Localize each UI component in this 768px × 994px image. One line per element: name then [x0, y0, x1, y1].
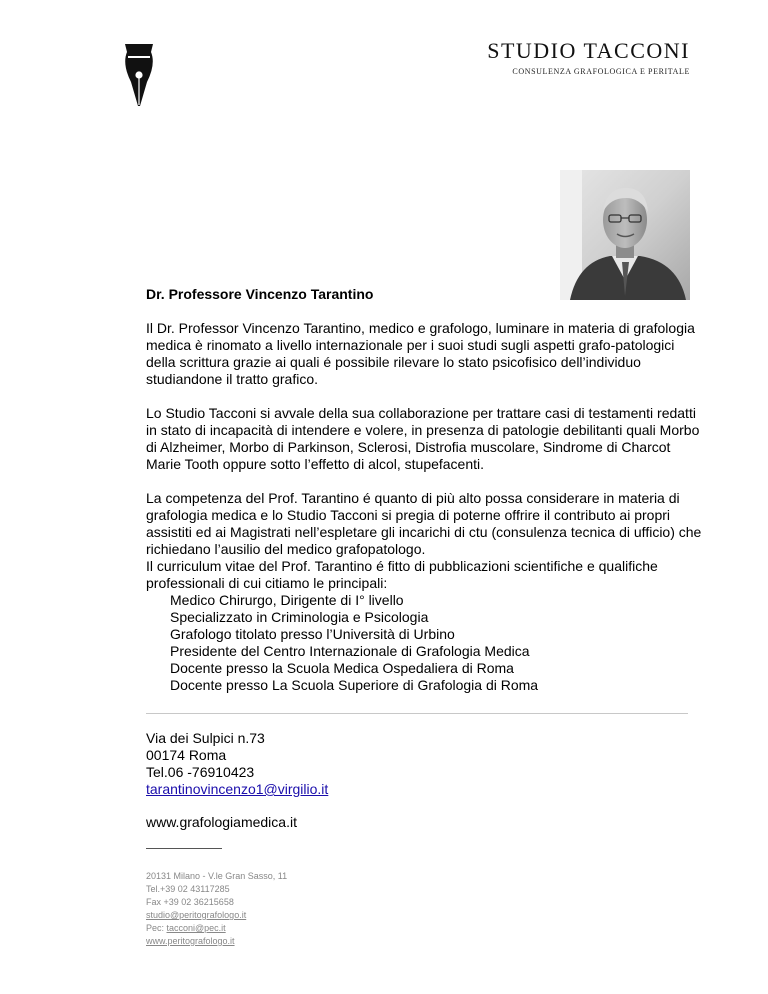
qualification-item: Grafologo titolato presso l’Università di Urbino [170, 626, 455, 642]
footer-web-link[interactable]: www.peritografologo.it [146, 936, 235, 946]
footer [146, 870, 287, 948]
cv-intro: Il curriculum vitae del Prof. Tarantino é fitto di pubblicazioni scientifiche e qualifiche professionali di cui citiamo le principali: [146, 558, 658, 591]
brand-subtitle: CONSULENZA GRAFOLOGICA E PERITALE [512, 67, 690, 76]
contact-address: Via dei Sulpici n.73 [146, 730, 265, 746]
qualification-item: Medico Chirurgo, Dirigente di I° livello [170, 592, 404, 608]
brand-header [487, 38, 690, 76]
qualification-item: Docente presso la Scuola Medica Ospedaliera di Roma [170, 660, 514, 676]
doc-title: Dr. Professore Vincenzo Tarantino [146, 286, 374, 302]
footer-email-link[interactable]: studio@peritografologo.it [146, 910, 247, 920]
divider [146, 713, 688, 714]
website-text: www.grafologiamedica.it [146, 814, 297, 830]
footer-pec-link[interactable]: tacconi@pec.it [166, 923, 226, 933]
footer-rule [146, 848, 222, 849]
portrait-photo [560, 170, 690, 300]
fountain-pen-nib-icon [122, 42, 156, 108]
footer-fax: Fax +39 02 36215658 [146, 897, 234, 907]
qualification-item: Specializzato in Criminologia e Psicologia [170, 609, 429, 625]
contact-city: 00174 Roma [146, 747, 227, 763]
footer-phone: Tel.+39 02 43117285 [146, 884, 230, 894]
paragraph-intro: Il Dr. Professor Vincenzo Tarantino, medico e grafologo, luminare in materia di grafologia medica è rinomato a livello internazionale per i suoi studi sugli aspetti grafo-patologici della scrittura grazie ai quali é possibile rilevare lo stato psicofisico dell’individuo studiandone il tratto grafico. [146, 320, 695, 387]
paragraph-competence: La competenza del Prof. Tarantino é quanto di più alto possa considerare in materia di grafologia medica e lo Studio Tacconi si pregia di poterne offrire il contributo ai propri assistiti ed ai Magistrati nell’espletare gli incarichi di ctu (consulenza tecnica di ufficio) che richiedano l’ausilio del medico grafopatologo. [146, 490, 702, 557]
paragraph-collaboration: Lo Studio Tacconi si avvale della sua collaborazione per trattare casi di testamenti redatti in stato di incapacità di intendere e volere, in presenza di patologie debilitanti quali Morbo di Alzheimer, Morbo di Parkinson, Sclerosi, Distrofia muscolare, Sindrome di Charcot Marie Tooth oppure sotto l’effetto di alcol, stupefacenti. [146, 405, 700, 472]
contact-block [146, 730, 328, 798]
footer-address: 20131 Milano - V.le Gran Sasso, 11 [146, 871, 288, 881]
footer-pec [146, 922, 287, 935]
contact-phone: Tel.06 -76910423 [146, 764, 255, 780]
footer-pec-label: Pec: [146, 923, 167, 933]
qualification-item: Presidente del Centro Internazionale di Grafologia Medica [170, 643, 530, 659]
brand-name: STUDIO TACCONI [487, 38, 690, 63]
doc-body [146, 320, 706, 694]
contact-email-link[interactable]: tarantinovincenzo1@virgilio.it [146, 781, 329, 797]
qualifications-list [146, 592, 706, 694]
qualification-item: Docente presso La Scuola Superiore di Grafologia di Roma [170, 677, 539, 693]
